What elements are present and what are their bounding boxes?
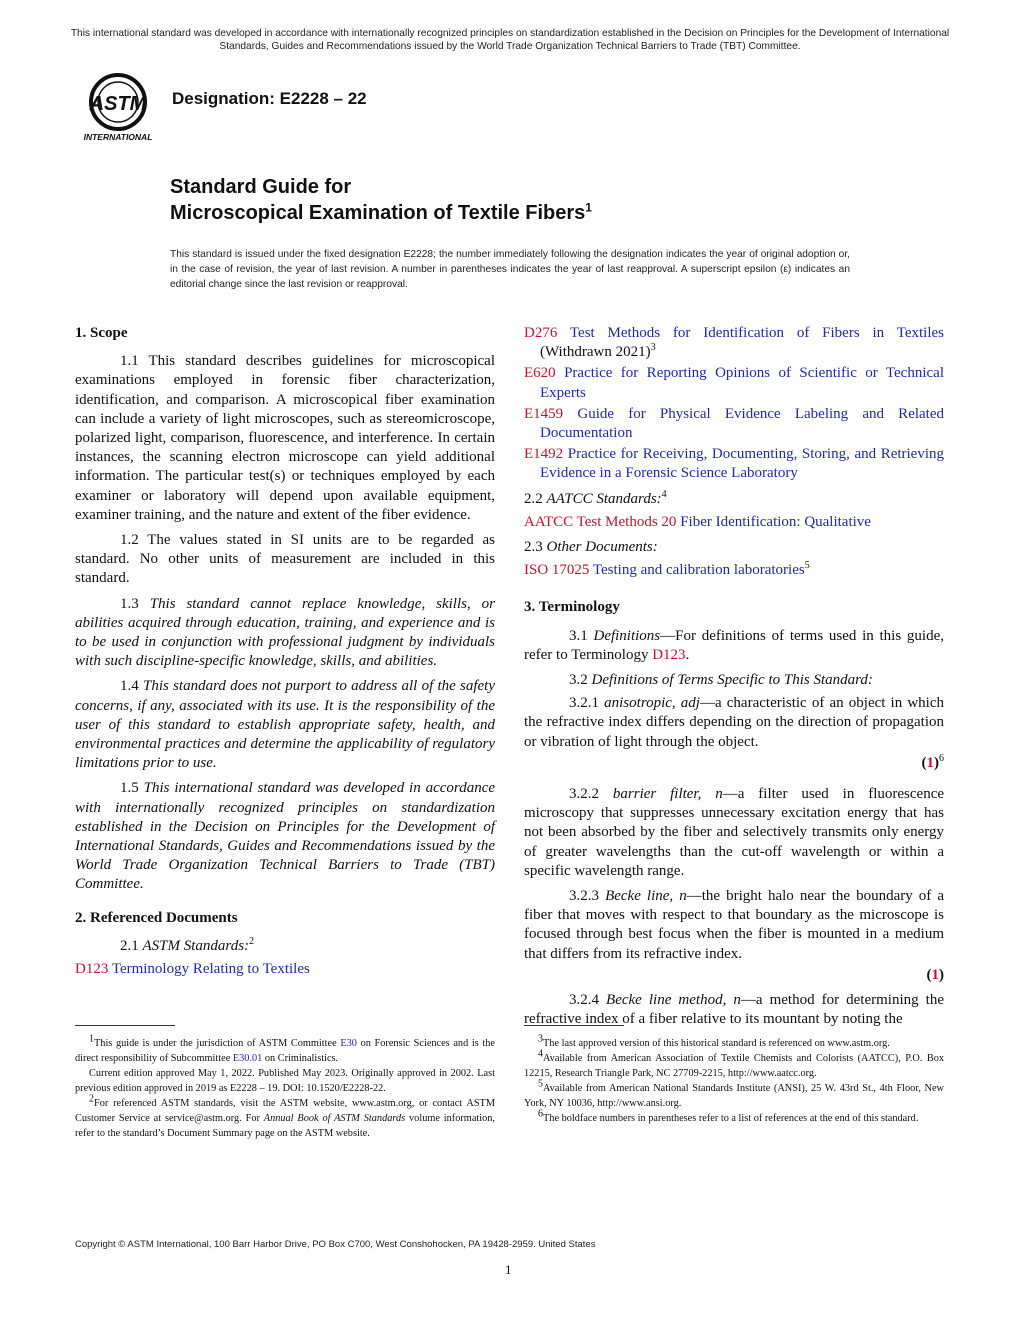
other-documents-label: 2.3 Other Documents: [524,539,658,556]
link-e30-01[interactable]: E30.01 [232,1053,263,1064]
section-heading-scope: 1. Scope [75,325,128,341]
footnotes-right [524,1033,944,1126]
definition-barrier-filter: 3.2.2 barrier filter, n—a filter used in fluorescence microscopy that suppresses unnecessary excitation energy that has not been absorbed by the fiber and selectively transmits only energy of greater wavelengths than the cut-off wavelength or within a specific wavelength range. [524,786,945,879]
page-number: 1 [505,1262,512,1277]
reference-aatcc-20[interactable]: AATCC Test Methods 20 Fiber Identification: Qualitative [524,513,871,530]
scope-paragraph-3: 1.3 This standard cannot replace knowledge, skills, or abilities acquired through education, training, and experience and is to be used in conjunction with professional judgment by individuals with such discipline-specific knowledge, skills, and abilities. [75,595,495,670]
reference-e1492[interactable]: E1492 Practice for Receiving, Documenting, Storing, and Retrieving Evidence in a Forensic Science Laboratory [524,446,945,482]
astm-standards-label: 2.1 ASTM Standards:$^2$ [120,935,255,954]
logo-subtext: INTERNATIONAL [83,132,153,142]
footnote-4: $^4$Available from American Association of Textile Chemists and Colorists (AATCC), P.O. Box 12215, Research Triangle Park, NC 27709-2215, http://www.aatcc.org. [524,1048,944,1079]
definition-ref-2: (1) [926,966,944,983]
document-title [170,174,592,226]
footnotes-left [75,1033,495,1141]
title-line-1: Standard Guide for [170,176,352,198]
scope-paragraph-4: 1.4 This standard does not purport to address all of the safety concerns, if any, associated with its use. It is the responsibility of the user of this standard to establish appropriate safety, health, and environmental practices and determine the applicability of regulatory limitations prior to use. [75,678,496,772]
astm-logo [74,68,162,144]
definition-becke-line: 3.2.3 Becke line, n—the bright halo near the boundary of a fiber that moves with respect to that boundary as the microscope is focused through best focus when the fiber is mounted in a medium that differs from its refractive index. [524,888,945,962]
aatcc-standards-label: 2.2 AATCC Standards:$^4$ [524,488,667,507]
scope-paragraph-5: 1.5 This international standard was developed in accordance with internationally recognized principles on standardization established in the Decision on Principles for the Development of International Standards, Guides and Recommendations issued by the World Trade Organization Technical Barriers to Trade (TBT) Committee. [75,780,496,893]
footnote-5: $^5$Available from American National Standards Institute (ANSI), 25 W. 43rd St., 4th Floor, New York, NY 10036, http://www.ansi.org. [524,1078,944,1109]
astm-logo-graphic [74,68,162,144]
title-text: Microscopical Examination of Textile Fibers [170,202,586,224]
link-d123[interactable]: D123 [652,646,686,663]
definition-becke-line-method: 3.2.4 Becke line method, n—a method for determining the refractive index of a fiber relative to its mountant by noting the [524,992,944,1028]
footnote-6: $^6$The boldface numbers in parentheses refer to a list of references at the end of this standard. [538,1108,919,1124]
reference-d123[interactable]: D123 Terminology Relating to Textiles [75,961,310,978]
terminology-3-1: 3.1 Definitions—For definitions of terms used in this guide, refer to Terminology D123. [524,627,944,663]
scope-paragraph-1: 1.1 This standard describes guidelines for microscopical examinations employed in forensic fiber characterization, identification, and comparison. A microscopical fiber examination can include a variety of light microscopes, such as stereomicroscope, polarized light, comparison, fluorescence, and interference. In certain instances, the scanning electron microscope can yield additional information. The particular test(s) or techniques employed by each examiner or laboratory will depend upon available equipment, examiner training, and the nature and extent of the fiber evidence. [75,353,495,523]
definition-ref-1: $(1)^6$ [921,752,944,771]
footnote-2: $^2$For referenced ASTM standards, visit the ASTM website, www.astm.org, or contact ASTM Customer Service at service@astm.org. For Annual Book of ASTM Standards volume information, refer to the standard’s Document Summary page on the ASTM website. [75,1093,495,1139]
logo-text: ASTM [89,93,147,115]
title-footnote-marker: 1 [585,200,592,215]
footnote-3: $^3$The last approved version of this historical standard is referenced on www.astm.org. [538,1033,890,1049]
left-column [75,324,495,981]
terminology-3-2: 3.2 Definitions of Terms Specific to This Standard: [569,672,873,689]
wto-notice: This international standard was developed in accordance with internationally recognized principles on standardization established in the Decision on Principles for the Development of International Standards, Guides and Recommendations issued by the World Trade Organization Technical Barriers to Trade (TBT) Committee. [70,28,950,52]
section-heading-terminology: 3. Terminology [524,599,620,616]
copyright-line: Copyright © ASTM International, 100 Barr Harbor Drive, PO Box C700, West Conshohocken, PA 19428-2959. United States [75,1239,596,1250]
definition-anisotropic: 3.2.1 anisotropic, adj—a characteristic of an object in which the refractive index differs depending on the direction of propagation or vibration of light through the object. [524,695,945,750]
section-heading-referenced-documents: 2. Referenced Documents [75,909,238,926]
reference-e620[interactable]: E620 Practice for Reporting Opinions of Scientific or Technical Experts [524,365,944,401]
issuance-statement: This standard is issued under the fixed designation E2228; the number immediately following the designation indicates the year of original adoption or, in the case of revision, the year of last revision. A number in parentheses indicates the year of last reapproval. A superscript epsilon (ε) indicates an editorial change since the last revision or reapproval. [170,249,850,290]
designation: Designation: E2228 – 22 [172,89,367,108]
footnote-1: $^1$This guide is under the jurisdiction of ASTM Committee E30 on Forensic Sciences and is the direct responsibility of Subcommittee E30.01 on Criminalistics. [75,1033,495,1064]
link-e30[interactable]: E30 [340,1038,357,1049]
scope-paragraph-2: 1.2 The values stated in SI units are to be regarded as standard. No other units of measurement are included in this standard. [75,532,495,587]
reference-iso-17025[interactable]: ISO 17025 Testing and calibration laboratories$^5$ [524,560,810,579]
reference-e1459[interactable]: E1459 Guide for Physical Evidence Labeling and Related Documentation [524,405,944,442]
title-line-2 [170,200,592,226]
footnote-rule-left [75,1025,175,1026]
footnote-1-edition: Current edition approved May 1, 2022. Published May 2023. Originally approved in 2002. Last previous edition approved in 2019 as E2228 – 19. DOI: 10.1520/E2228-22. [75,1068,495,1094]
right-column [524,324,944,1036]
footnote-rule-right [524,1025,624,1026]
reference-d276[interactable]: D276 Test Methods for Identification of Fibers in Textiles (Withdrawn 2021)$^3$ [524,325,945,361]
